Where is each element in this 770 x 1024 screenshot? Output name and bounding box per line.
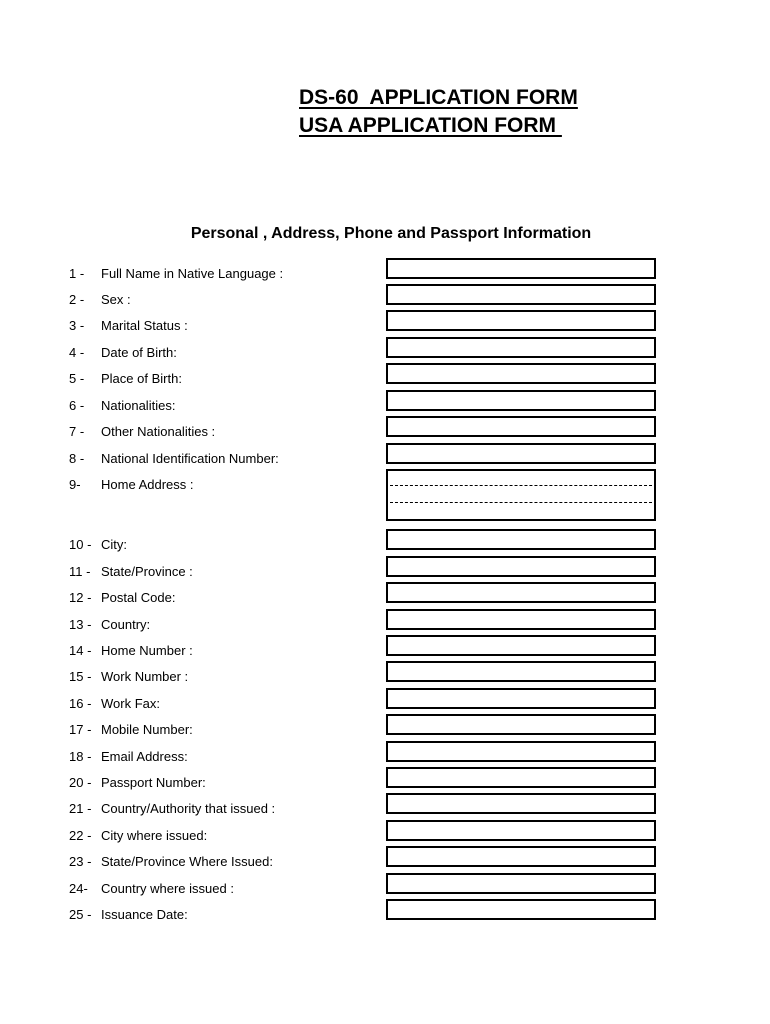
field-number: 13 - [69, 617, 92, 632]
field-number: 4 - [69, 345, 85, 360]
home-address-input[interactable] [386, 469, 656, 521]
text-input-field[interactable] [386, 443, 656, 464]
field-label: Work Fax: [101, 696, 160, 711]
field-number: 17 - [69, 722, 92, 737]
field-number: 8 - [69, 451, 85, 466]
field-number: 2 - [69, 292, 85, 307]
field-number: 11 - [69, 564, 91, 579]
field-label: Country where issued : [101, 881, 234, 896]
field-number: 18 - [69, 749, 92, 764]
text-input-field[interactable] [386, 741, 656, 762]
field-label: Email Address: [101, 749, 188, 764]
field-label: Passport Number: [101, 775, 206, 790]
text-input-field[interactable] [386, 820, 656, 841]
text-input-field[interactable] [386, 635, 656, 656]
field-number: 23 - [69, 854, 92, 869]
address-line-divider [390, 485, 652, 486]
field-label: Issuance Date: [101, 907, 188, 922]
text-input-field[interactable] [386, 416, 656, 437]
field-label: Work Number : [101, 669, 189, 684]
text-input-field[interactable] [386, 337, 656, 358]
section-heading: Personal , Address, Phone and Passport Information [190, 225, 592, 242]
text-input-field[interactable] [386, 714, 656, 735]
field-label: Country: [101, 617, 151, 632]
text-input-field[interactable] [386, 767, 656, 788]
field-number: 1 - [69, 266, 85, 281]
field-number: 9- [69, 477, 81, 492]
field-label: Full Name in Native Language : [101, 266, 284, 281]
field-number: 22 - [69, 828, 92, 843]
field-number: 21 - [69, 801, 92, 816]
text-input-field[interactable] [386, 390, 656, 411]
field-number: 16 - [69, 696, 92, 711]
field-number: 6 - [69, 398, 85, 413]
text-input-field[interactable] [386, 688, 656, 709]
text-input-field[interactable] [386, 310, 656, 331]
form-row [0, 906, 770, 932]
field-label: National Identification Number: [101, 451, 279, 466]
field-label: Sex : [101, 292, 131, 307]
text-input-field[interactable] [386, 899, 656, 920]
text-input-field[interactable] [386, 846, 656, 867]
text-input-field[interactable] [386, 582, 656, 603]
field-label: Home Number : [101, 643, 193, 658]
text-input-field[interactable] [386, 284, 656, 305]
text-input-field[interactable] [386, 793, 656, 814]
field-number: 5 - [69, 371, 85, 386]
field-number: 14 - [69, 643, 92, 658]
field-number: 15 - [69, 669, 92, 684]
address-line-divider [390, 502, 652, 503]
field-number: 10 - [69, 537, 92, 552]
text-input-field[interactable] [386, 556, 656, 577]
field-label: Country/Authority that issued : [101, 801, 276, 816]
field-number: 25 - [69, 907, 92, 922]
field-label: State/Province Where Issued: [101, 854, 273, 869]
field-label: Other Nationalities : [101, 424, 216, 439]
field-label: City: [101, 537, 127, 552]
field-label: Place of Birth: [101, 371, 182, 386]
field-number: 24- [69, 881, 88, 896]
field-label: Postal Code: [101, 590, 176, 605]
field-label: Marital Status : [101, 318, 188, 333]
field-number: 20 - [69, 775, 92, 790]
form-title-line-1: DS-60 APPLICATION FORM [299, 86, 578, 109]
text-input-field[interactable] [386, 363, 656, 384]
form-title-line-2: USA APPLICATION FORM [299, 114, 562, 137]
field-number: 7 - [69, 424, 85, 439]
field-label: Home Address : [101, 477, 194, 492]
field-label: Nationalities: [101, 398, 176, 413]
text-input-field[interactable] [386, 873, 656, 894]
field-label: State/Province : [101, 564, 193, 579]
field-label: City where issued: [101, 828, 208, 843]
text-input-field[interactable] [386, 529, 656, 550]
text-input-field[interactable] [386, 661, 656, 682]
field-number: 3 - [69, 318, 85, 333]
text-input-field[interactable] [386, 258, 656, 279]
text-input-field[interactable] [386, 609, 656, 630]
field-label: Mobile Number: [101, 722, 193, 737]
field-number: 12 - [69, 590, 92, 605]
form-row [0, 476, 770, 502]
field-label: Date of Birth: [101, 345, 177, 360]
